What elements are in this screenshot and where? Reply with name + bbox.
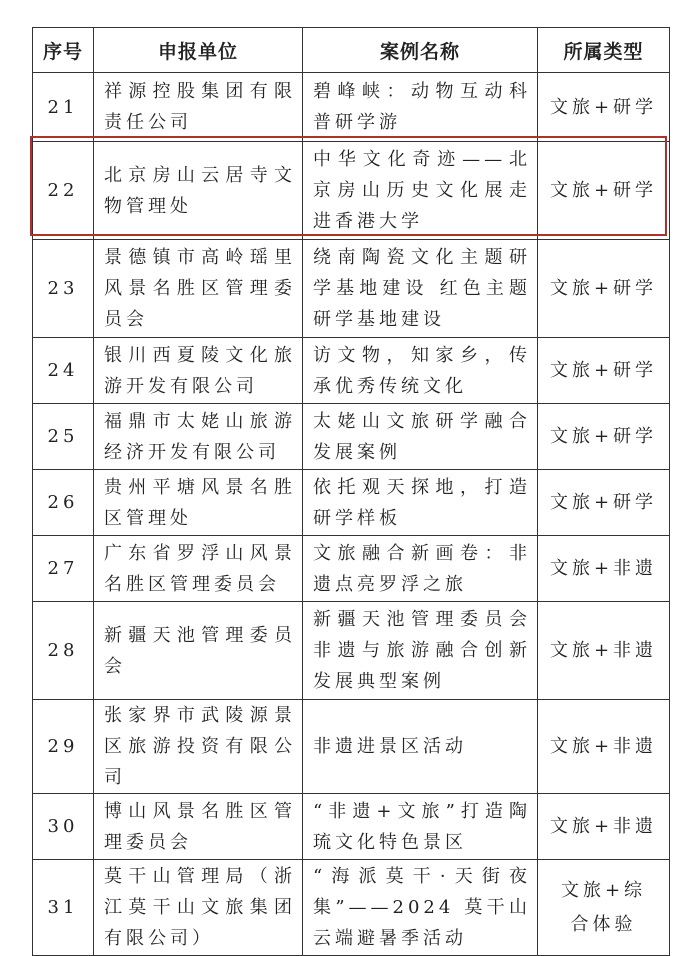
table-row xyxy=(33,73,670,142)
row-unit: 贵州平塘风景名胜区管理处 xyxy=(94,470,303,536)
row-type: 文旅+综合体验 xyxy=(538,860,670,956)
row-number: 28 xyxy=(33,602,94,700)
table-row xyxy=(33,404,670,470)
table-row xyxy=(33,240,670,338)
row-case-name: 太姥山文旅研学融合发展案例 xyxy=(303,404,538,470)
row-type: 文旅+非遗 xyxy=(538,700,670,794)
row-number: 27 xyxy=(33,536,94,602)
row-case-name: 访文物，知家乡，传承优秀传统文化 xyxy=(303,338,538,404)
row-number: 22 xyxy=(33,142,94,240)
row-case-name: “海派莫干·天街夜集”——2024 莫干山云端避暑季活动 xyxy=(303,860,538,956)
row-case-name: 中华文化奇迹——北京房山历史文化展走进香港大学 xyxy=(303,142,538,240)
row-number: 31 xyxy=(33,860,94,956)
row-type: 文旅+非遗 xyxy=(538,536,670,602)
row-number: 29 xyxy=(33,700,94,794)
row-number: 25 xyxy=(33,404,94,470)
table-row xyxy=(33,470,670,536)
header-unit: 申报单位 xyxy=(94,28,303,73)
row-type: 文旅+非遗 xyxy=(538,794,670,860)
row-case-name: 碧峰峡：动物互动科普研学游 xyxy=(303,73,538,142)
table-row xyxy=(33,602,670,700)
row-type: 文旅+研学 xyxy=(538,73,670,142)
row-case-name: 非遗进景区活动 xyxy=(303,700,538,794)
case-table xyxy=(32,27,670,956)
row-case-name: 文旅融合新画卷：非遗点亮罗浮之旅 xyxy=(303,536,538,602)
row-case-name: 新疆天池管理委员会非遗与旅游融合创新发展典型案例 xyxy=(303,602,538,700)
row-number: 26 xyxy=(33,470,94,536)
row-number: 21 xyxy=(33,73,94,142)
table-row xyxy=(33,142,670,240)
row-case-name: 绕南陶瓷文化主题研学基地建设 红色主题研学基地建设 xyxy=(303,240,538,338)
row-unit: 景德镇市高岭瑶里风景名胜区管理委员会 xyxy=(94,240,303,338)
row-unit: 新疆天池管理委员会 xyxy=(94,602,303,700)
row-number: 23 xyxy=(33,240,94,338)
row-number: 24 xyxy=(33,338,94,404)
row-case-name: “非遗+文旅”打造陶琉文化特色景区 xyxy=(303,794,538,860)
row-unit: 莫干山管理局（浙江莫干山文旅集团有限公司） xyxy=(94,860,303,956)
row-number: 30 xyxy=(33,794,94,860)
table-row xyxy=(33,860,670,956)
header-number: 序号 xyxy=(33,28,94,73)
row-type: 文旅+非遗 xyxy=(538,602,670,700)
header-type: 所属类型 xyxy=(538,28,670,73)
table-header-row xyxy=(33,28,670,73)
row-type: 文旅+研学 xyxy=(538,470,670,536)
row-unit: 张家界市武陵源景区旅游投资有限公司 xyxy=(94,700,303,794)
header-case-name: 案例名称 xyxy=(303,28,538,73)
row-type: 文旅+研学 xyxy=(538,404,670,470)
row-unit: 银川西夏陵文化旅游开发有限公司 xyxy=(94,338,303,404)
row-unit: 福鼎市太姥山旅游经济开发有限公司 xyxy=(94,404,303,470)
table-row xyxy=(33,338,670,404)
table-row xyxy=(33,794,670,860)
row-unit: 北京房山云居寺文物管理处 xyxy=(94,142,303,240)
row-unit: 博山风景名胜区管理委员会 xyxy=(94,794,303,860)
row-type: 文旅+研学 xyxy=(538,240,670,338)
row-type: 文旅+研学 xyxy=(538,338,670,404)
row-unit: 广东省罗浮山风景名胜区管理委员会 xyxy=(94,536,303,602)
table-row xyxy=(33,700,670,794)
row-type: 文旅+研学 xyxy=(538,142,670,240)
row-case-name: 依托观天探地，打造研学样板 xyxy=(303,470,538,536)
row-unit: 祥源控股集团有限责任公司 xyxy=(94,73,303,142)
table-row xyxy=(33,536,670,602)
